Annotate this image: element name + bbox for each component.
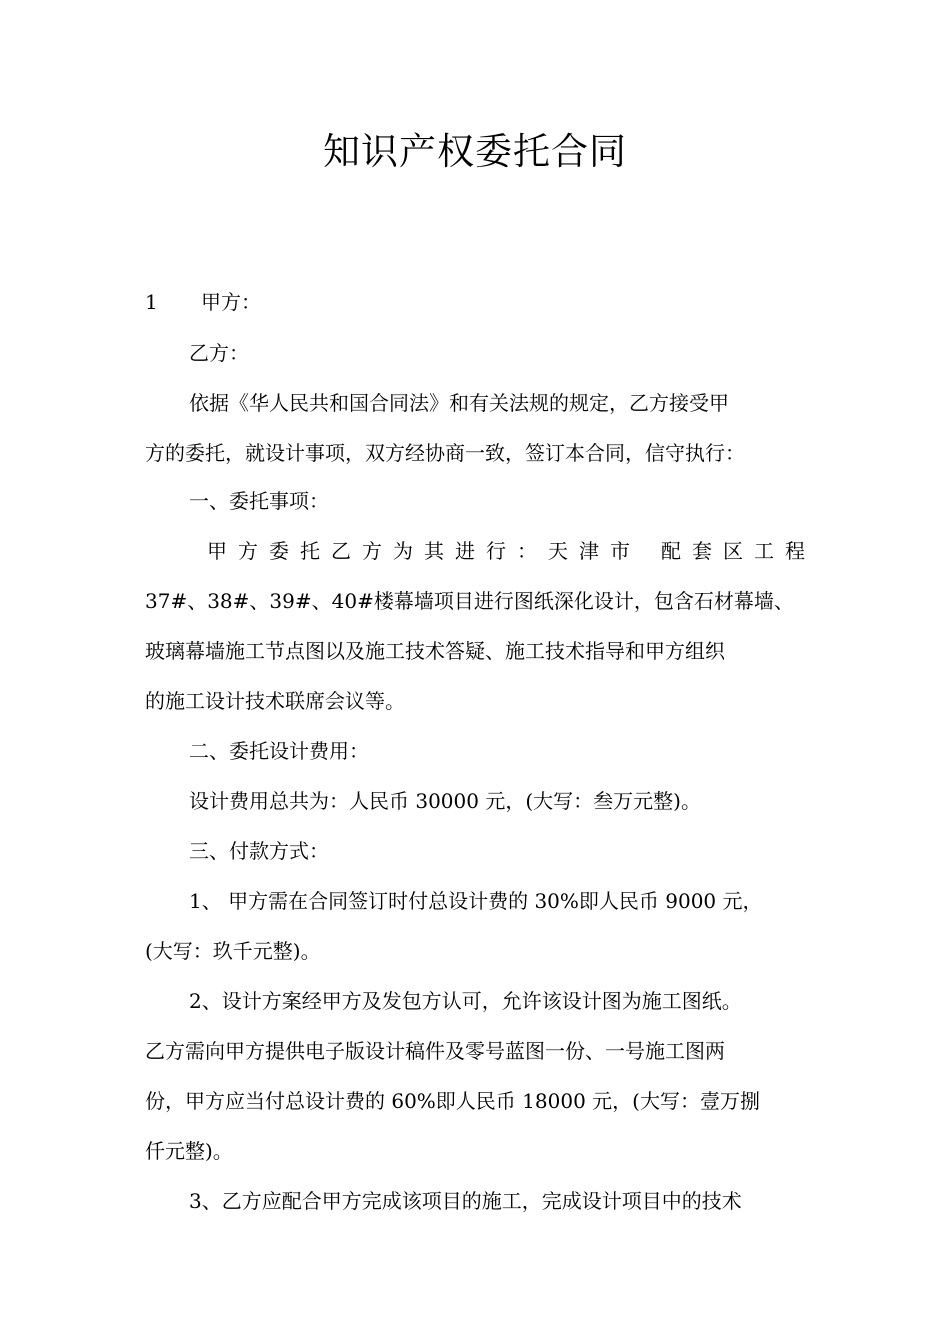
justified-char: 套 — [692, 539, 712, 563]
justified-char: 工 — [754, 539, 774, 563]
document-title: 知识产权委托合同 — [323, 130, 627, 173]
party-a-number: 1 — [145, 290, 158, 314]
intro-line-1: 依据《华人民共和国合同法》和有关法规的规定，乙方接受甲 — [189, 391, 729, 415]
section-2-heading: 二、委托设计费用： — [189, 739, 369, 763]
payment-1-line-1: 1、 甲方需在合同签订时付总设计费的 30%即人民币 9000 元， — [189, 889, 763, 913]
justified-char: 为 — [393, 539, 413, 563]
justified-char: 托 — [300, 539, 320, 563]
payment-3-line-1: 3、乙方应配合甲方完成该项目的施工，完成设计项目中的技术 — [189, 1189, 742, 1213]
section-3-heading: 三、付款方式： — [189, 839, 329, 863]
section-1-heading: 一、委托事项： — [189, 489, 329, 513]
justified-char: 其 — [424, 539, 444, 563]
section-1-line-3: 玻璃幕墙施工节点图以及施工技术答疑、施工技术指导和甲方组织 — [145, 639, 725, 663]
justified-char: 进 — [455, 539, 475, 563]
justified-char: 乙 — [331, 539, 351, 563]
payment-2-line-4: 仟元整)。 — [145, 1139, 233, 1163]
justified-char: 区 — [723, 539, 743, 563]
justified-char: 方 — [238, 539, 258, 563]
justified-char: 方 — [362, 539, 382, 563]
justified-char: 天 — [548, 539, 568, 563]
section-1-line-2: 37#、38#、39#、40#楼幕墙项目进行图纸深化设计，包含石材幕墙、 — [145, 589, 794, 613]
party-a-line — [145, 289, 261, 315]
justified-char: 行 — [486, 539, 506, 563]
justified-char: ： — [517, 539, 537, 563]
justified-char: 委 — [269, 539, 289, 563]
section-2-line-1: 设计费用总共为：人民币 30000 元，(大写：叁万元整)。 — [189, 789, 701, 813]
section-1-line-4: 的施工设计技术联席会议等。 — [145, 689, 405, 713]
payment-2-line-2: 乙方需向甲方提供电子版设计稿件及零号蓝图一份、一号施工图两 — [145, 1039, 725, 1063]
intro-line-2: 方的委托，就设计事项，双方经协商一致，签订本合同，信守执行： — [145, 441, 745, 465]
justified-char: 甲 — [207, 539, 227, 563]
payment-1-line-2: (大写：玖千元整)。 — [145, 939, 321, 963]
payment-2-line-1: 2、设计方案经甲方及发包方认可，允许该设计图为施工图纸。 — [189, 989, 742, 1013]
section-1-line-1 — [207, 538, 805, 564]
justified-char: 配 — [661, 539, 681, 563]
justified-char: 津 — [579, 539, 599, 563]
party-b-line: 乙方： — [189, 341, 249, 365]
party-a-label: 甲方： — [201, 290, 261, 314]
justified-char: 市 — [610, 539, 630, 563]
justified-char: 程 — [785, 539, 805, 563]
payment-2-line-3: 份，甲方应当付总设计费的 60%即人民币 18000 元，(大写：壹万捌 — [145, 1089, 760, 1113]
